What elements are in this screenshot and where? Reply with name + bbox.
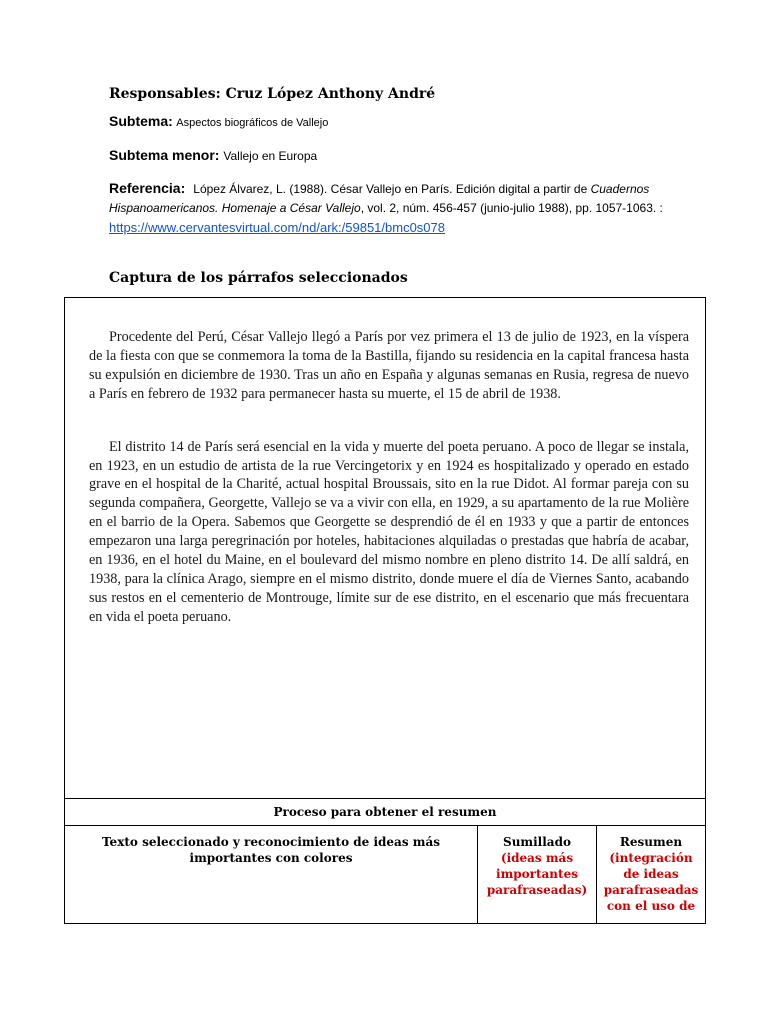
referencia-block — [109, 179, 669, 238]
responsables-value: Cruz López Anthony André — [225, 86, 436, 102]
sumillado-subtitle: (ideas más importantes parafraseadas) — [486, 851, 588, 897]
referencia-text: López Álvarez, L. (1988). César Vallejo en París. Edición digital a partir de — [193, 182, 591, 196]
subtema-label: Subtema: — [109, 113, 173, 129]
resumen-subtitle: (integración de ideas parafraseadas con el uso de — [603, 851, 699, 913]
referencia-details: , vol. 2, núm. 456-457 (junio-julio 1988), pp. 1057-1063. : — [360, 201, 663, 215]
referencia-journal: Cuadernos Hispanoamericanos. Homenaje a César Vallejo — [109, 182, 650, 215]
subtema-menor-value: Vallejo en Europa — [223, 149, 318, 163]
responsables-label: Responsables: — [109, 86, 221, 102]
scanned-paragraphs — [89, 328, 689, 627]
col-sumillado — [477, 826, 596, 923]
subtema-value: Aspectos biográficos de Vallejo — [176, 117, 329, 129]
col-texto-seleccionado: Texto seleccionado y reconocimiento de ideas más importantes con colores — [102, 835, 440, 865]
subtema-line — [109, 113, 328, 131]
summary-table — [64, 297, 706, 924]
responsables-line — [109, 86, 435, 102]
sumillado-title: Sumillado — [503, 835, 571, 849]
process-header: Proceso para obtener el resumen — [65, 798, 705, 826]
subtema-menor-label: Subtema menor: — [109, 147, 220, 163]
referencia-label: Referencia: — [109, 180, 186, 196]
referencia-link[interactable]: https://www.cervantesvirtual.com/nd/ark:/59851/bmc0s078 — [109, 220, 445, 235]
scan-paragraph-1: Procedente del Perú, César Vallejo llegó a París por vez primera el 13 de julio de 1923, en la víspera de la fiesta con que se conmemora la toma de la Bastilla, fijando su residencia en la capital francesa hasta su expulsión en diciembre de 1930. Tras un año en España y algunas semanas en Rusia, regresa de nuevo a París en febrero de 1932 para permanecer hasta su muerte, el 15 de abril de 1938. — [89, 329, 689, 402]
subtema-menor-line — [109, 147, 317, 163]
col-resumen — [596, 826, 705, 923]
resumen-title: Resumen — [619, 835, 683, 849]
scan-paragraph-2: El distrito 14 de París será esencial en la vida y muerte del poeta peruano. A poco de llegar se instala, en 1923, en un estudio de artista de la rue Vercingetorix y en 1924 es hospitalizado y operado en estado grave en el hospital de la Charité, actual hospital Broussais, sito en la rue Didot. Al formar pareja con su segunda compañera, Georgette, Vallejo se va a vivir con ella, en 1929, a su apartamento de la rue Molière en el barrio de la Opera. Sabemos que Georgette se desprendió de él en 1933 y que a partir de entonces empezaron una larga peregrinación por hoteles, habitaciones alquiladas o prestadas que habría de acabar, en 1936, en el hotel du Maine, en el boulevard del mismo nombre en pleno distrito 14. De allí saldrá, en 1938, para la clínica Arago, siempre en el mismo distrito, donde muere el día de Viernes Santo, acabando sus restos en el cementerio de Montrouge, límite sur de ese distrito, en el escenario que más frecuentara en vida el poeta peruano. — [89, 438, 689, 625]
captura-heading: Captura de los párrafos seleccionados — [109, 270, 408, 286]
table-columns — [65, 826, 705, 923]
